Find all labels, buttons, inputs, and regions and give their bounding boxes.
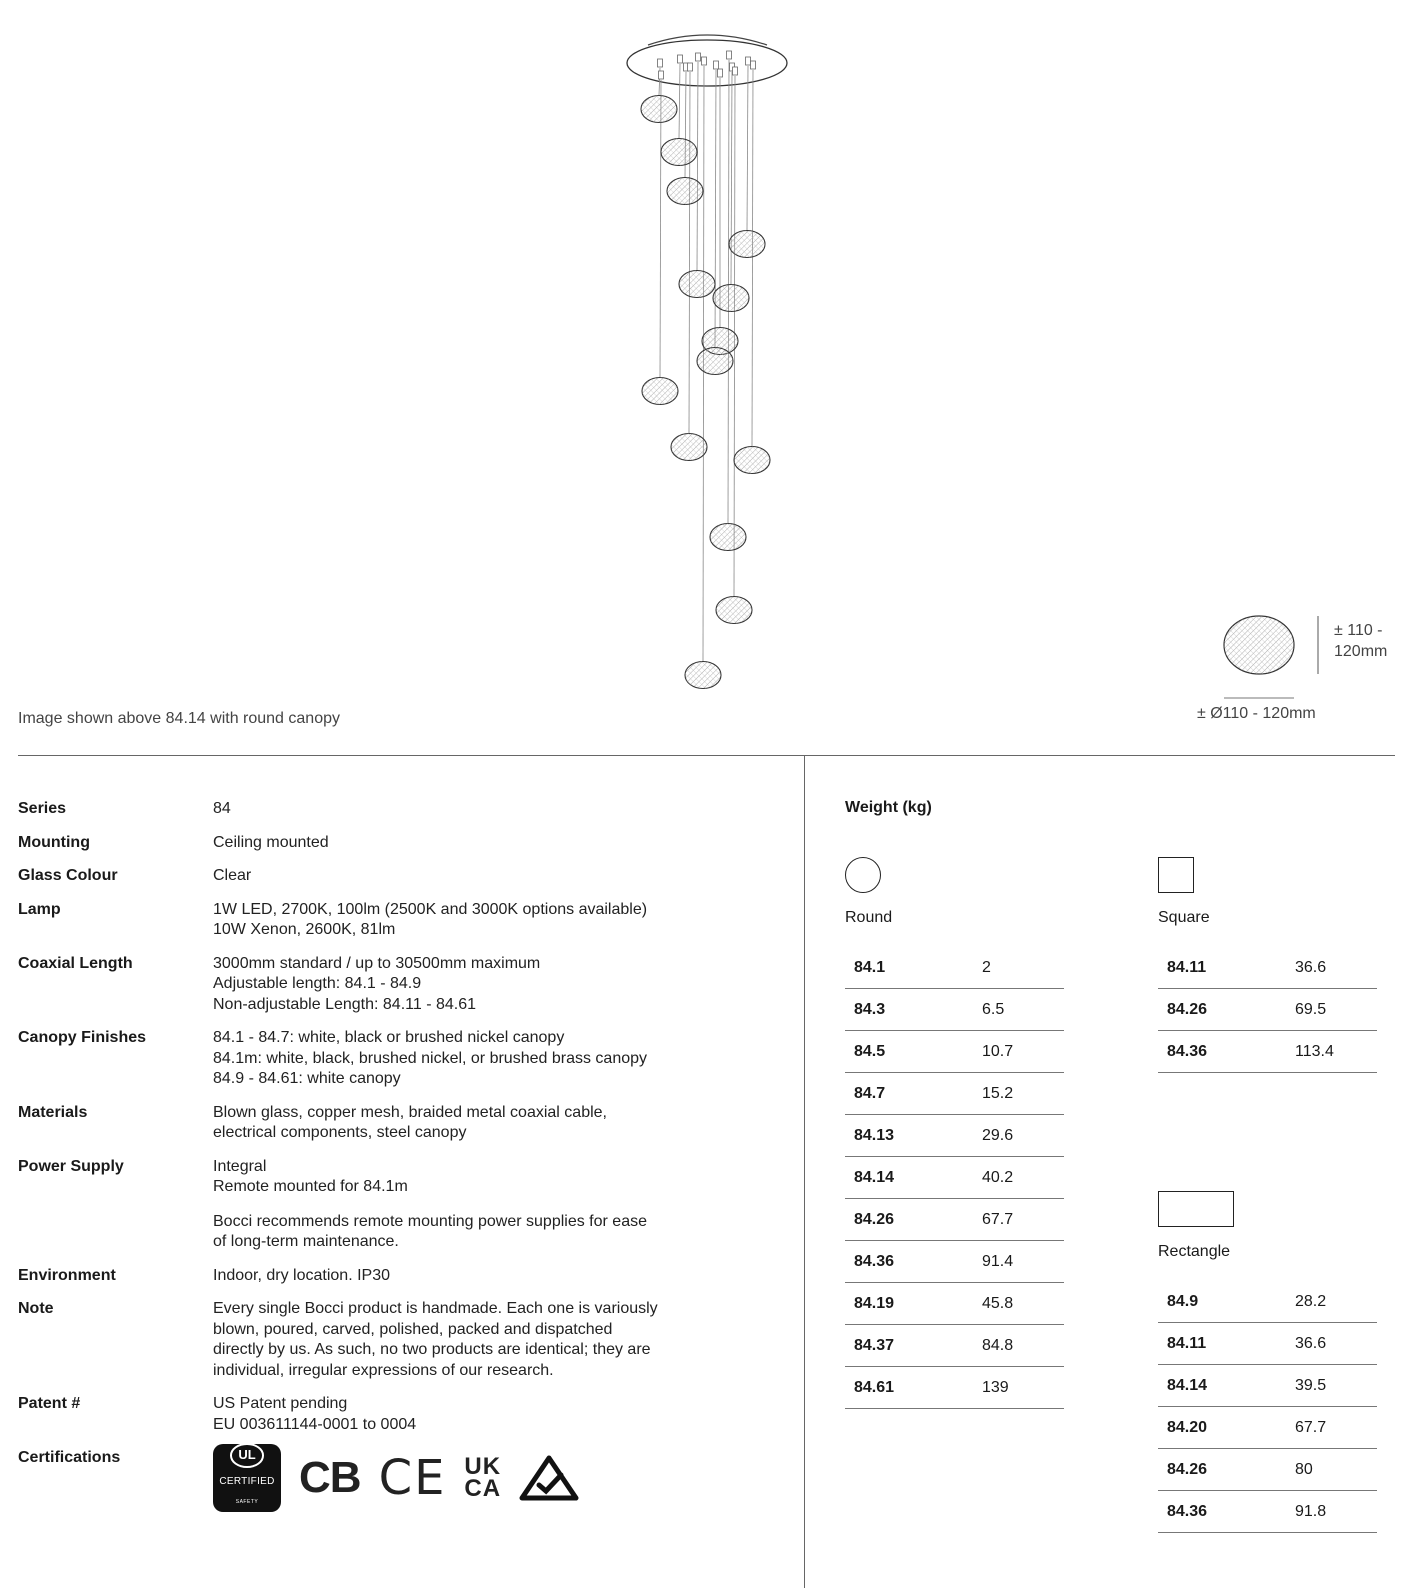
cable [697,62,698,270]
model-code: 84.36 [845,1241,973,1283]
spec-line: Remote mounted for 84.1m [213,1178,408,1195]
weight-value: 36.6 [1286,1323,1377,1365]
glass-globe [679,271,715,298]
glass-globe [716,597,752,624]
spec-line: blown, poured, carved, polished, packed and dispatched [213,1320,613,1338]
vertical-divider [804,755,805,1588]
weight-value: 6.5 [973,989,1064,1031]
weight-value: 139 [973,1367,1064,1409]
round-label: Round [845,909,893,926]
weight-value: 45.8 [973,1283,1064,1325]
logo-row [213,1444,703,1512]
spec-power-supply [18,1157,788,1253]
spec-value [213,1394,703,1435]
spec-environment [18,1266,788,1287]
model-code: 84.1 [845,947,973,989]
spec-mounting [18,833,788,854]
weight-title: Weight (kg) [845,799,932,816]
spec-label: Canopy Finishes [18,1029,147,1046]
spec-line: 84.1m: white, black, brushed nickel, or brushed brass canopy [213,1049,648,1067]
spec-value: Indoor, dry location. IP30 [213,1266,390,1284]
weight-value: 2 [973,947,1064,989]
spec-line: US Patent pending [213,1395,348,1412]
table-row [845,1073,1064,1115]
round-weight-table [845,947,1064,1409]
model-code: 84.20 [1158,1407,1286,1449]
table-row [845,1157,1064,1199]
weight-value: 15.2 [973,1073,1064,1115]
spec-certifications [18,1448,788,1512]
cable-connector [751,61,756,69]
round-shape-icon [845,857,881,893]
glass-globe [661,139,697,166]
spec-value [213,954,703,1016]
model-code: 84.26 [845,1199,973,1241]
ul-mark: UL [230,1443,264,1468]
cable-connector [714,61,719,69]
glass-globe [641,96,677,123]
spec-series [18,799,788,820]
model-code: 84.61 [845,1367,973,1409]
spec-line: Non-adjustable Length: 84.11 - 84.61 [213,995,477,1013]
table-row [1158,1281,1377,1323]
table-row [1158,989,1377,1031]
globe-detail [1224,616,1318,698]
spec-coaxial-length [18,954,788,1016]
table-row [845,1325,1064,1367]
table-row [1158,1031,1377,1073]
spec-line: Every single Bocci product is handmade. Each one is variously [213,1300,658,1317]
spec-label: Series [18,800,67,817]
height-dimension-line1: ± 110 - [1334,622,1383,639]
rectangle-label: Rectangle [1158,1243,1231,1260]
model-code: 84.26 [1158,989,1286,1031]
spec-materials [18,1103,788,1144]
spec-line: EU 003611144-0001 to 0004 [213,1415,417,1433]
cable [747,66,748,230]
spec-value: 84 [213,800,231,817]
glass-globe [734,447,770,474]
glass-globe [642,378,678,405]
horizontal-divider [18,755,1395,756]
rcm-logo [519,1455,579,1501]
cb-logo: CB [299,1452,361,1502]
pendant-illustration [0,0,1410,700]
spec-list [18,799,788,1525]
spec-value: Clear [213,867,252,884]
model-code: 84.37 [845,1325,973,1367]
spec-line: 84.9 - 84.61: white canopy [213,1070,401,1087]
cable-connector [659,71,664,79]
cable [731,72,732,284]
glass-globe [729,231,765,258]
spec-label: Lamp [18,900,61,918]
weight-value: 69.5 [1286,989,1377,1031]
weight-rectangle-group [1158,1191,1377,1533]
spec-line: individual, irregular expressions of our research. [213,1361,554,1379]
table-row [845,1031,1064,1073]
spec-line: Blown glass, copper mesh, braided metal coaxial cable, [213,1103,607,1121]
table-row [1158,947,1377,989]
spec-value [213,1028,703,1090]
spec-label: Environment [18,1266,116,1284]
spec-line: electrical components, steel canopy [213,1124,467,1141]
glass-globe [710,524,746,551]
model-code: 84.9 [1158,1281,1286,1323]
glass-globe [713,285,749,312]
weight-value: 29.6 [973,1115,1064,1157]
spec-glass-colour [18,866,788,887]
spec-label: Power Supply [18,1157,124,1175]
diameter-dimension: ± Ø110 - 120mm [1197,705,1316,722]
cable-connector [727,51,732,59]
spec-value: Ceiling mounted [213,833,329,851]
square-shape-icon [1158,857,1194,893]
ukca-logo [464,1453,502,1502]
spec-label: Glass Colour [18,867,118,884]
ul-certified-logo [213,1444,281,1512]
weight-round-group [845,857,1064,1409]
table-row [845,1199,1064,1241]
weight-value: 91.8 [1286,1491,1377,1533]
spec-line: of long-term maintenance. [213,1233,399,1250]
cable-connector [746,57,751,65]
spec-value [213,1299,703,1381]
table-row [1158,1323,1377,1365]
model-code: 84.3 [845,989,973,1031]
glass-globe [697,348,733,375]
model-code: 84.19 [845,1283,973,1325]
weight-square-group [1158,857,1377,1073]
weight-value: 67.7 [973,1199,1064,1241]
spec-patent [18,1394,788,1435]
model-code: 84.5 [845,1031,973,1073]
spec-value [213,1157,703,1253]
model-code: 84.11 [1158,1323,1286,1365]
cable [689,72,690,433]
square-weight-table [1158,947,1377,1073]
model-code: 84.14 [1158,1365,1286,1407]
table-row [845,1115,1064,1157]
model-code: 84.26 [1158,1449,1286,1491]
weight-value: 80 [1286,1449,1377,1491]
weight-value: 36.6 [1286,947,1377,989]
spec-line: Adjustable length: 84.1 - 84.9 [213,975,422,992]
model-code: 84.14 [845,1157,973,1199]
cable-connector [733,67,738,75]
weight-value: 91.4 [973,1241,1064,1283]
cable-connector [702,57,707,65]
ce-logo: CE [378,1449,447,1506]
table-row [845,1367,1064,1409]
spec-line: Bocci recommends remote mounting power supplies for ease [213,1212,647,1230]
glass-globe [667,178,703,205]
ukca-ca: CA [464,1475,502,1502]
cable-connector [696,53,701,61]
weight-value: 28.2 [1286,1281,1377,1323]
weight-value: 10.7 [973,1031,1064,1073]
spec-label: Materials [18,1103,88,1121]
spec-line: directly by us. As such, no two products are identical; they are [213,1341,651,1358]
cable-connector [718,69,723,77]
spec-label: Coaxial Length [18,954,133,972]
height-dimension-line2: 120mm [1334,643,1388,660]
model-code: 84.13 [845,1115,973,1157]
spec-canopy-finishes [18,1028,788,1090]
ul-certified-text: CERTIFIED [219,1475,275,1487]
spec-line: Integral [213,1157,267,1175]
spec-lamp [18,900,788,941]
ukca-uk: UK [464,1453,502,1480]
table-row [845,1283,1064,1325]
spec-label: Mounting [18,833,90,851]
cable [752,70,753,446]
canopy [627,35,787,86]
model-code: 84.36 [1158,1031,1286,1073]
rectangle-weight-table [1158,1281,1377,1533]
spec-value [213,1103,703,1144]
glass-globe [685,662,721,689]
spec-line: 84.1 - 84.7: white, black or brushed nickel canopy [213,1029,565,1046]
cable [660,80,661,377]
weight-value: 39.5 [1286,1365,1377,1407]
model-code: 84.7 [845,1073,973,1115]
spec-line: 1W LED, 2700K, 100lm (2500K and 3000K options available) [213,900,648,918]
rectangle-shape-icon [1158,1191,1234,1227]
cable-connector [658,59,663,67]
weight-value: 84.8 [973,1325,1064,1367]
model-code: 84.36 [1158,1491,1286,1533]
spec-label: Note [18,1300,54,1317]
spec-line: 10W Xenon, 2600K, 81lm [213,921,396,938]
cable-connector [678,55,683,63]
table-row [845,947,1064,989]
table-row [1158,1407,1377,1449]
glass-globe [671,434,707,461]
weight-value: 40.2 [973,1157,1064,1199]
spec-value [213,900,703,941]
table-row [1158,1491,1377,1533]
spec-note [18,1299,788,1381]
table-row [1158,1365,1377,1407]
cable-connector [688,63,693,71]
image-caption: Image shown above 84.14 with round canopy [18,710,340,727]
table-row [845,989,1064,1031]
certification-logos [213,1448,703,1512]
weight-value: 67.7 [1286,1407,1377,1449]
weight-value: 113.4 [1286,1031,1377,1073]
height-dimension [1334,620,1404,662]
spec-label: Certifications [18,1449,121,1466]
table-row [845,1241,1064,1283]
table-row [1158,1449,1377,1491]
ul-safety-text: SAFETY [235,1499,259,1506]
model-code: 84.11 [1158,947,1286,989]
spec-label: Patent # [18,1395,81,1412]
spec-line: 3000mm standard / up to 30500mm maximum [213,954,541,972]
square-label: Square [1158,909,1210,926]
